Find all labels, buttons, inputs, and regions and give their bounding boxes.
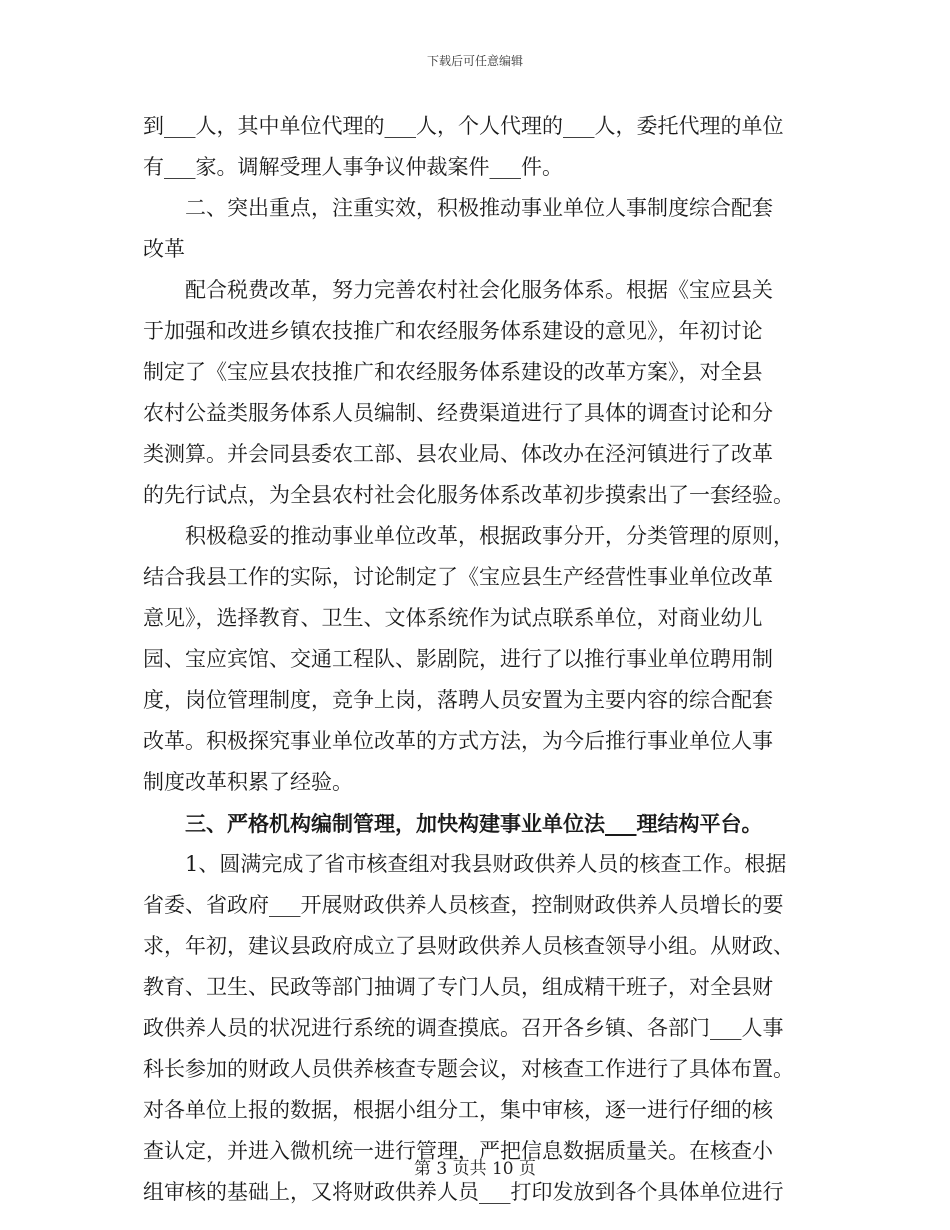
text-line: 政供养人员的状况进行系统的调查摸底。召开各乡镇、各部门___人事 [143, 1016, 784, 1040]
text-line: 度，岗位管理制度，竞争上岗，落聘人员安置为主要内容的综合配套 [143, 688, 773, 712]
text-line: 科长参加的财政人员供养核查专题会议，对核查工作进行了具体布置。 [143, 1057, 794, 1081]
text-line: 园、宝应宾馆、交通工程队、影剧院，进行了以推行事业单位聘用制 [143, 647, 773, 671]
text-line: 1、圆满完成了省市核查组对我县财政供养人员的核查工作。根据 [185, 852, 787, 876]
text-line: 制定了《宝应县农技推广和农经服务体系建设的改革方案》，对全县 [143, 360, 763, 384]
text-line: 二、突出重点，注重实效，积极推动事业单位人事制度综合配套 [185, 196, 773, 220]
text-line: 改革。积极探究事业单位改革的方式方法，为今后推行事业单位人事 [143, 729, 773, 753]
text-line: 教育、卫生、民政等部门抽调了专门人员，组成精干班子，对全县财 [143, 975, 773, 999]
section-heading-line: 三、严格机构编制管理，加快构建事业单位法___理结构平台。 [185, 811, 763, 836]
document-body [143, 106, 805, 1213]
page-header: 下载后可任意编辑 [426, 54, 523, 68]
text-line: 省委、省政府___开展财政供养人员核查，控制财政供养人员增长的要 [143, 893, 784, 917]
text-line: 求，年初，建议县政府成立了县财政供养人员核查领导小组。从财政、 [143, 934, 794, 958]
text-line: 于加强和改进乡镇农技推广和农经服务体系建设的意见》，年初讨论 [143, 319, 763, 343]
page-number: 第 3 页共 10 页 [413, 1159, 537, 1179]
text-line: 查认定，并进入微机统一进行管理，严把信息数据质量关。在核查小 [143, 1139, 773, 1163]
text-line: 有___家。调解受理人事争议仲裁案件___件。 [143, 155, 563, 179]
text-line: 配合税费改革，努力完善农村社会化服务体系。根据《宝应县关 [185, 278, 773, 302]
text-line: 结合我县工作的实际，讨论制定了《宝应县生产经营性事业单位改革 [143, 565, 773, 589]
text-line: 的先行试点，为全县农村社会化服务体系改革初步摸索出了一套经验。 [143, 483, 794, 507]
text-line: 积极稳妥的推动事业单位改革，根据政事分开，分类管理的原则， [185, 524, 794, 548]
text-line: 对各单位上报的数据，根据小组分工，集中审核，逐一进行仔细的核 [143, 1098, 773, 1122]
text-line: 到___人，其中单位代理的___人，个人代理的___人，委托代理的单位 [143, 114, 784, 138]
text-line: 组审核的基础上，又将财政供养人员___打印发放到各个具体单位进行 [143, 1180, 784, 1204]
text-line: 改革 [143, 237, 185, 261]
text-line: 制度改革积累了经验。 [143, 770, 353, 794]
text-line: 意见》，选择教育、卫生、文体系统作为试点联系单位，对商业幼儿 [143, 606, 763, 630]
text-line: 类测算。并会同县委农工部、县农业局、体改办在泾河镇进行了改革 [143, 442, 773, 466]
text-line: 农村公益类服务体系人员编制、经费渠道进行了具体的调查讨论和分 [143, 401, 773, 425]
